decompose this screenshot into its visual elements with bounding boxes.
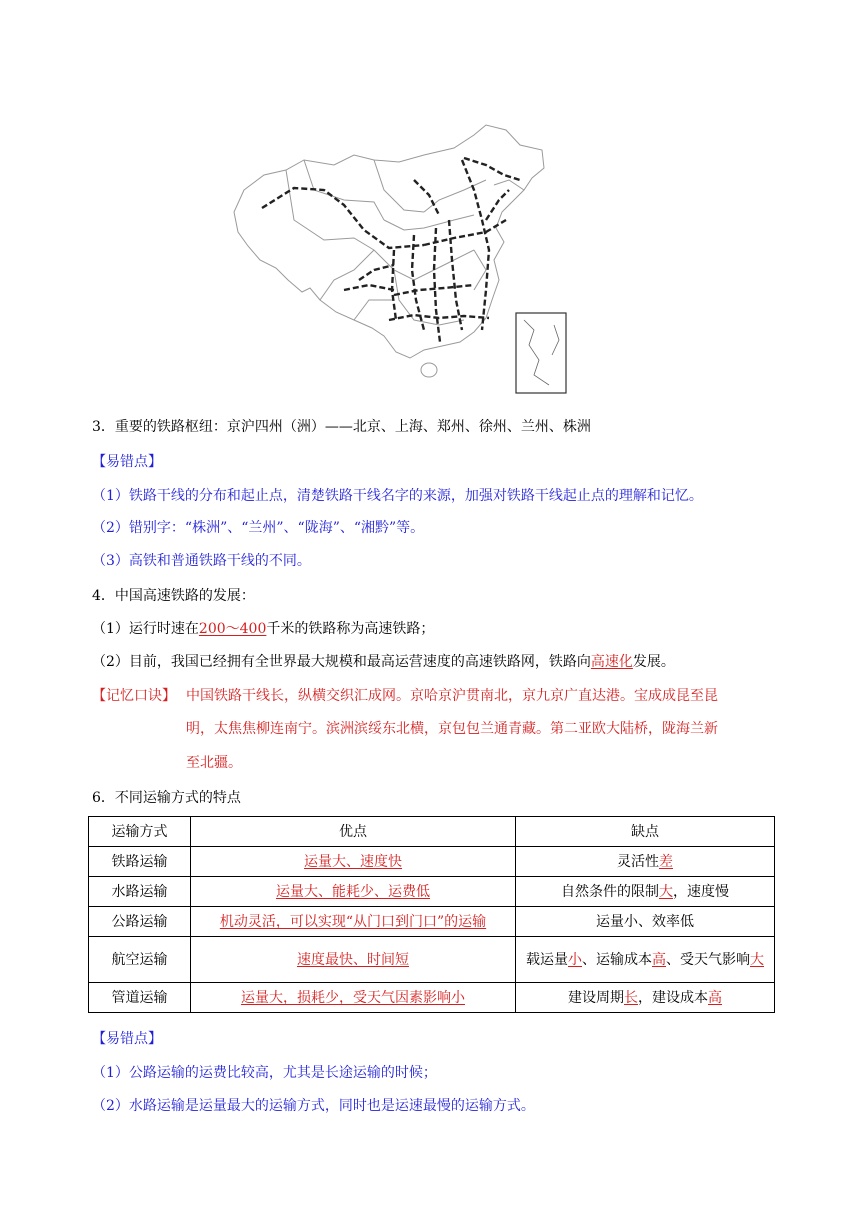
easy-error-1-item-2: （2）错别字：“株洲”、“兰州”、“陇海”、“湘黔”等。 <box>92 520 425 536</box>
easy-error-1-item-1: （1）铁路干线的分布和起止点，清楚铁路干线名字的来源，加强对铁路干线起止点的理解和记忆。 <box>92 488 703 504</box>
section-4-item-2 <box>92 653 675 671</box>
section-4-item-1-pre: （1）运行时速在 <box>92 621 199 637</box>
disadvantage-text: ，速度慢 <box>673 883 729 900</box>
disadvantage-answer: 大 <box>750 951 764 968</box>
disadvantage-text: ，建设成本 <box>638 989 708 1006</box>
disadvantage-answer: 高 <box>652 951 666 968</box>
easy-error-2-item-1: （1）公路运输的运费比较高，尤其是长途运输的时候； <box>92 1065 437 1081</box>
advantages-cell <box>191 877 516 907</box>
transport-mode-cell: 铁路运输 <box>89 847 191 877</box>
transport-mode-cell: 水路运输 <box>89 877 191 907</box>
high-speed-answer: 高速化 <box>590 654 633 670</box>
china-railway-map <box>224 120 584 398</box>
mnemonic-line-1: 中国铁路干线长，纵横交织汇成网。京哈京沪贯南北，京九京广直达港。宝成成昆至昆 <box>186 688 718 704</box>
disadvantages-cell <box>516 907 775 937</box>
disadvantages-cell <box>516 877 775 907</box>
advantages-answer: 运量大、速度快 <box>304 853 402 870</box>
transport-comparison-table <box>88 816 775 1013</box>
disadvantages-cell <box>516 847 775 877</box>
disadvantage-answer: 小 <box>568 951 582 968</box>
disadvantage-text: 自然条件的限制 <box>561 883 659 900</box>
disadvantages-cell <box>516 937 775 983</box>
table-header-row <box>89 817 775 847</box>
disadvantage-text: 、受天气影响 <box>666 951 750 968</box>
disadvantage-answer: 大 <box>659 883 673 900</box>
disadvantages-cell <box>516 983 775 1013</box>
table-row <box>89 847 775 877</box>
table-row <box>89 937 775 983</box>
advantages-cell <box>191 907 516 937</box>
advantages-cell <box>191 937 516 983</box>
mnemonic-line-2: 明，太焦焦柳连南宁。滨洲滨绥东北横，京包包兰通青藏。第二亚欧大陆桥，陇海兰新 <box>186 721 718 737</box>
section-3-railway-hubs: 3．重要的铁路枢纽：京沪四州（洲）——北京、上海、郑州、徐州、兰州、株洲 <box>92 419 591 435</box>
header-advantages: 优点 <box>191 817 516 847</box>
disadvantage-answer: 差 <box>659 853 673 870</box>
advantages-cell <box>191 983 516 1013</box>
mnemonic-label: 【记忆口诀】 <box>92 688 176 704</box>
easy-error-title-1: 【易错点】 <box>92 454 162 470</box>
disadvantage-text: 运量小、效率低 <box>596 913 694 930</box>
table-row <box>89 877 775 907</box>
section-4-title: 4．中国高速铁路的发展： <box>92 588 255 604</box>
disadvantage-text: 建设周期 <box>568 989 624 1006</box>
section-4-item-2-pre: （2）目前，我国已经拥有全世界最大规模和最高运营速度的高速铁路网，铁路向 <box>92 654 591 670</box>
advantages-answer: 运量大，损耗少，受天气因素影响小 <box>241 989 465 1006</box>
disadvantage-text: 灵活性 <box>617 853 659 870</box>
section-4-item-2-post: 发展。 <box>632 654 675 670</box>
table-row <box>89 983 775 1013</box>
mnemonic-line-3: 至北疆。 <box>186 755 242 771</box>
disadvantage-text: 、运输成本 <box>582 951 652 968</box>
advantages-answer: 速度最快、时间短 <box>297 951 409 968</box>
header-mode: 运输方式 <box>89 817 191 847</box>
table-row <box>89 907 775 937</box>
transport-mode-cell: 公路运输 <box>89 907 191 937</box>
speed-range-answer: 200～400 <box>198 621 267 637</box>
advantages-cell <box>191 847 516 877</box>
transport-mode-cell: 航空运输 <box>89 937 191 983</box>
disadvantage-text: 载运量 <box>526 951 568 968</box>
header-disadvantages: 缺点 <box>516 817 775 847</box>
section-4-item-1 <box>92 620 434 638</box>
disadvantage-answer: 高 <box>708 989 722 1006</box>
advantages-answer: 机动灵活，可以实现“从门口到门口”的运输 <box>219 913 487 930</box>
easy-error-2-item-2: （2）水路运输是运量最大的运输方式，同时也是运速最慢的运输方式。 <box>92 1098 535 1114</box>
section-4-item-1-post: 千米的铁路称为高速铁路； <box>266 621 435 637</box>
disadvantage-answer: 长 <box>624 989 638 1006</box>
easy-error-title-2: 【易错点】 <box>92 1031 162 1047</box>
easy-error-1-item-3: （3）高铁和普通铁路干线的不同。 <box>92 553 311 569</box>
advantages-answer: 运量大、能耗少、运费低 <box>276 883 430 900</box>
section-6-title: 6．不同运输方式的特点 <box>92 790 241 806</box>
transport-mode-cell: 管道运输 <box>89 983 191 1013</box>
